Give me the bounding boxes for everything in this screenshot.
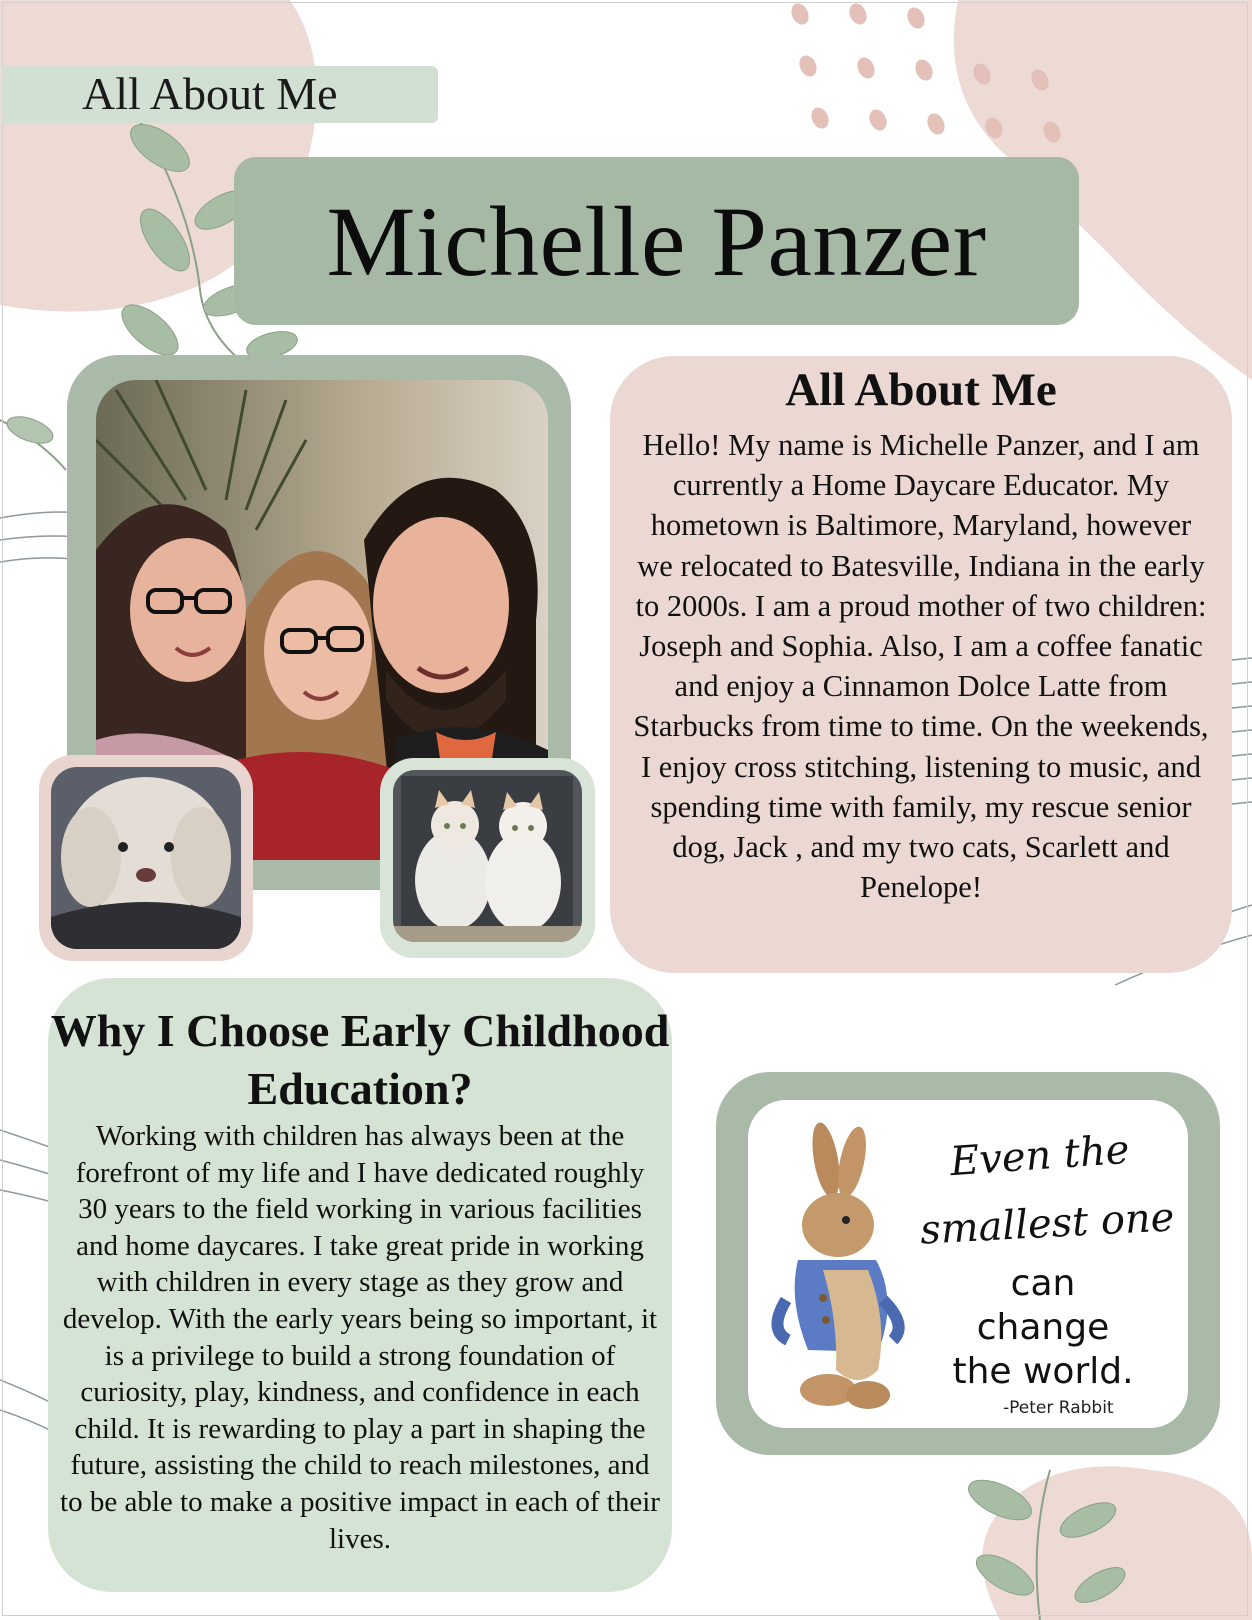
about-body: Hello! My name is Michelle Panzer, and I am currently a Home Daycare Educator. My hometown is Baltimore, Maryland, however we relocated to Batesville, Indiana in the early to 2000s. I am a proud mother of two children: Joseph and Sophia. Also, I am a coffee fanatic and enjoy a Cinnamon Dolce Latte from Starbucks from time to time. On the weekends, I enjoy cross stitching, listening to music, and spending time with family, my rescue senior dog, Jack , and my two cats, Scarlett and Penelope! bbox=[633, 428, 1209, 905]
quote-attribution: -Peter Rabbit bbox=[1003, 1398, 1114, 1418]
cats-photo bbox=[393, 770, 582, 942]
quote-line-3: can change the world. bbox=[952, 1263, 1134, 1392]
why-title: Why I Choose Early Childhood Education? bbox=[50, 1005, 670, 1114]
dog-photo bbox=[51, 767, 241, 949]
quote-line-1: Even the bbox=[948, 1126, 1131, 1186]
name-banner bbox=[234, 157, 1079, 325]
header-tag-text: All About Me bbox=[82, 68, 338, 119]
bottom-right-blob bbox=[982, 1466, 1252, 1620]
leaf-branch-left bbox=[0, 411, 66, 470]
page-title: Michelle Panzer bbox=[326, 185, 987, 297]
about-title: All About Me bbox=[785, 364, 1057, 416]
quote-line-2: smallest one bbox=[918, 1194, 1176, 1254]
peter-rabbit-illustration bbox=[768, 1120, 918, 1420]
why-body: Working with children has always been at the forefront of my life and I have dedicated roughly 30 years to the field working in various facilities and home daycares. I take great pride in working with children in every stage as they grow and develop. With the early years being so important, it is a privilege to build a strong foundation of curiosity, play, kindness, and confidence in each child. It is rewarding to play a part in shaping the future, assisting the child to reach milestones, and to be able to make a positive impact in each of their lives. bbox=[60, 1120, 660, 1555]
